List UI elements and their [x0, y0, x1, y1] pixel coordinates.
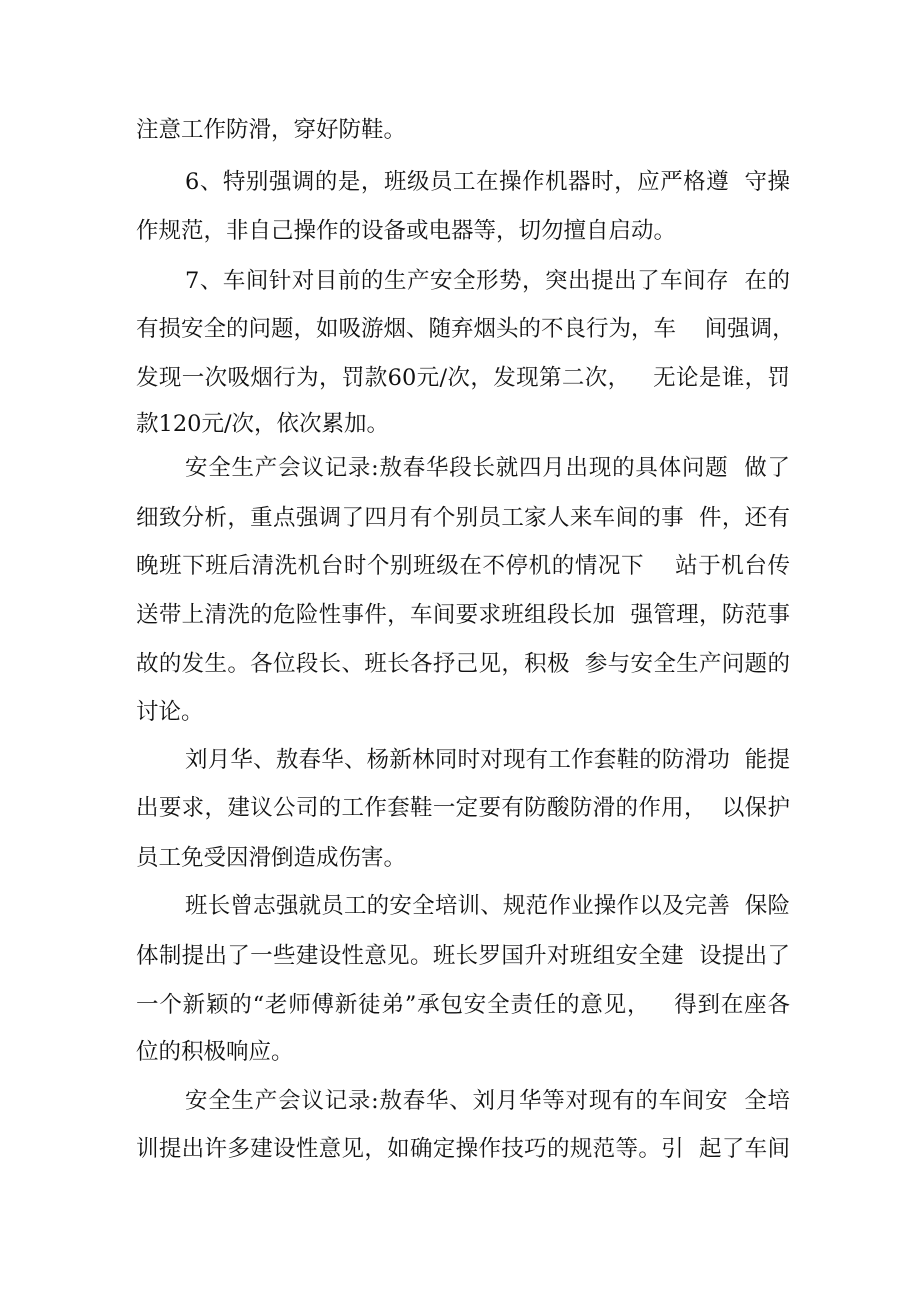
text-line: 体制提出了一些建设性意见。班长罗国升对班组安全建 设提出了 [136, 943, 790, 969]
text-line: 位的积极响应。 [136, 1039, 294, 1065]
text-line: 晚班下班后清洗机台时个别班级在不停机的情况下 站于机台传 [136, 553, 790, 579]
text-line: 送带上清洗的危险性事件，车间要求班组段长加 强管理，防范事 [136, 602, 790, 628]
text-line: 出要求，建议公司的工作套鞋一定要有防酸防滑的作用， 以保护 [136, 795, 790, 821]
text-line: 有损安全的问题，如吸游烟、随弃烟头的不良行为，车 间强调， [136, 316, 795, 342]
text-line: 讨论。 [136, 699, 204, 725]
text-line: 故的发生。各位段长、班长各抒己见，积极 参与安全生产问题的 [136, 651, 790, 677]
text-line: 细致分析，重点强调了四月有个别员工家人来车间的事 件，还有 [136, 505, 790, 531]
text-line: 刘月华、敖春华、杨新林同时对现有工作套鞋的防滑功 能提 [185, 747, 790, 773]
text-line: 作规范，非自己操作的设备或电器等，切勿擅自启动。 [136, 218, 677, 244]
text-line: 安全生产会议记录:敖春华段长就四月出现的具体问题 做了 [185, 455, 790, 481]
text-line: 安全生产会议记录:敖春华、刘月华等对现有的车间安 全培 [185, 1088, 790, 1114]
text-line: 注意工作防滑，穿好防鞋。 [136, 117, 407, 143]
text-line: 发现一次吸烟行为，罚款60元/次，发现第二次， 无论是谁，罚 [136, 365, 790, 391]
text-line: 员工免受因滑倒造成伤害。 [136, 845, 407, 871]
text-line: 7、车间针对目前的生产安全形势，突出提出了车间存 在的 [185, 268, 790, 294]
text-line: 6、特别强调的是，班级员工在操作机器时，应严格遵 守操 [185, 169, 790, 195]
text-line: 训提出许多建设性意见，如确定操作技巧的规范等。引 起了车间 [136, 1136, 790, 1162]
text-line: 班长曾志强就员工的安全培训、规范作业操作以及完善 保险 [185, 893, 790, 919]
text-line: 款120元/次，依次累加。 [136, 411, 390, 437]
text-line: 一个新颖的“老师傅新徒弟”承包安全责任的意见， 得到在座各 [136, 992, 790, 1018]
